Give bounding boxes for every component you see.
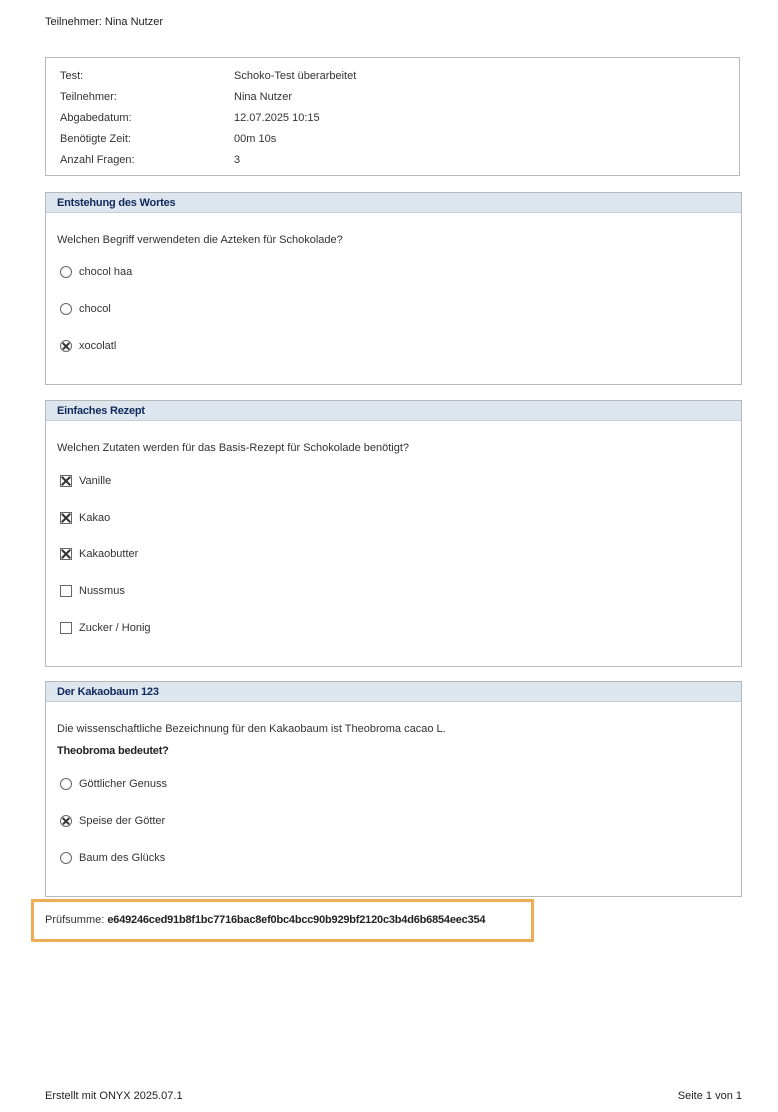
checkbox-icon xyxy=(60,585,72,597)
radio-icon xyxy=(60,303,72,315)
info-label: Teilnehmer: xyxy=(60,91,117,103)
checksum xyxy=(45,914,485,926)
question-title: Entstehung des Wortes xyxy=(46,193,741,213)
footer-page-number: Seite 1 von 1 xyxy=(677,1090,742,1102)
question-title: Der Kakaobaum 123 xyxy=(46,682,741,702)
answer-option[interactable] xyxy=(60,547,138,561)
question-subtext: Theobroma bedeutet? xyxy=(57,745,169,757)
answer-option[interactable] xyxy=(60,584,125,598)
answer-option[interactable] xyxy=(60,621,151,635)
option-label: Göttlicher Genuss xyxy=(79,778,168,790)
footer-created-with: Erstellt mit ONYX 2025.07.1 xyxy=(45,1090,183,1102)
radio-checked-icon xyxy=(60,340,72,352)
checkbox-checked-icon xyxy=(60,512,72,524)
radio-icon xyxy=(60,852,72,864)
question-2 xyxy=(45,400,742,667)
option-label: Kakaobutter xyxy=(79,548,139,560)
answer-option[interactable] xyxy=(60,302,111,316)
test-info-box xyxy=(45,57,740,176)
question-1 xyxy=(45,192,742,385)
info-label: Anzahl Fragen: xyxy=(60,154,135,166)
option-label: chocol haa xyxy=(79,266,133,278)
question-text: Die wissenschaftliche Bezeichnung für den Kakaobaum ist Theobroma cacao L. xyxy=(57,723,446,735)
checkbox-icon xyxy=(60,622,72,634)
option-label: Zucker / Honig xyxy=(79,622,151,634)
participant-header xyxy=(45,16,163,28)
checksum-label: Prüfsumme: xyxy=(45,914,105,926)
info-label: Abgabedatum: xyxy=(60,112,132,124)
participant-name: Nina Nutzer xyxy=(104,16,163,28)
answer-option[interactable] xyxy=(60,265,132,279)
participant-label: Teilnehmer: xyxy=(45,16,102,28)
answer-option[interactable] xyxy=(60,777,167,791)
radio-icon xyxy=(60,778,72,790)
question-3 xyxy=(45,681,742,897)
answer-option[interactable] xyxy=(60,339,116,353)
answer-option[interactable] xyxy=(60,851,165,865)
option-label: Vanille xyxy=(79,475,112,487)
checkbox-checked-icon xyxy=(60,475,72,487)
info-value: 00m 10s xyxy=(234,133,277,145)
info-value: Nina Nutzer xyxy=(234,91,293,103)
answer-option[interactable] xyxy=(60,814,165,828)
option-label: Speise der Götter xyxy=(79,815,166,827)
info-label: Test: xyxy=(60,70,84,82)
checkbox-checked-icon xyxy=(60,548,72,560)
radio-icon xyxy=(60,266,72,278)
answer-option[interactable] xyxy=(60,474,111,488)
option-label: Nussmus xyxy=(79,585,125,597)
answer-option[interactable] xyxy=(60,511,110,525)
checksum-value: e649246ced91b8f1bc7716bac8ef0bc4bcc90b929bf2120c3b4d6b6854eec354 xyxy=(107,914,486,926)
checksum-highlight xyxy=(31,899,534,942)
question-text: Welchen Begriff verwendeten die Azteken für Schokolade? xyxy=(57,234,343,246)
option-label: Baum des Glücks xyxy=(79,852,166,864)
option-label: Kakao xyxy=(79,512,111,524)
option-label: xocolatl xyxy=(79,340,117,352)
info-value: 12.07.2025 10:15 xyxy=(234,112,320,124)
question-text: Welchen Zutaten werden für das Basis-Rezept für Schokolade benötigt? xyxy=(57,442,409,454)
info-value: Schoko-Test überarbeitet xyxy=(234,70,357,82)
question-title: Einfaches Rezept xyxy=(46,401,741,421)
radio-checked-icon xyxy=(60,815,72,827)
option-label: chocol xyxy=(79,303,111,315)
info-label: Benötigte Zeit: xyxy=(60,133,131,145)
info-value: 3 xyxy=(234,154,241,166)
